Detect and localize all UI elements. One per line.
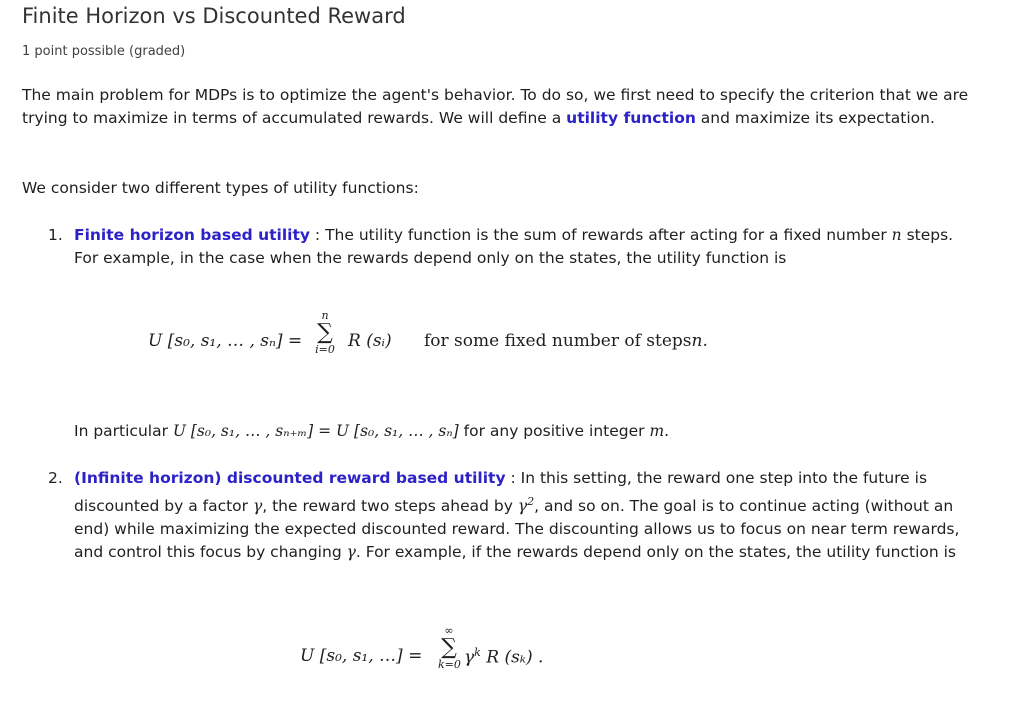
- sum-upper: ∞: [444, 624, 454, 637]
- summation: [314, 310, 336, 356]
- sum-lower: k=0: [438, 658, 461, 671]
- formula-lhs: U [s₀, s₁, … , sₙ] =: [148, 331, 303, 351]
- note-suffix: for any positive integer: [458, 422, 650, 440]
- formula-lhs: U [s₀, s₁, …] =: [300, 646, 423, 666]
- item-text: steps. For example, in the case when the rewards depend only on the states, the utility function is: [74, 226, 954, 267]
- finite-horizon-heading: Finite horizon based utility: [74, 226, 310, 244]
- list-item-discounted: [48, 467, 973, 564]
- var-gamma-squared: [518, 497, 534, 515]
- var-n: n: [891, 226, 902, 244]
- discounted-utility-formula: [300, 624, 600, 694]
- finite-utility-formula: [148, 305, 768, 385]
- intro-paragraph-2: We consider two different types of utility functions:: [22, 179, 419, 197]
- discounted-heading: (Infinite horizon) discounted reward based utility: [74, 469, 506, 487]
- list-item-body: [74, 224, 973, 270]
- item-text: : The utility function is the sum of rewards after acting for a fixed number: [310, 226, 892, 244]
- sigma-symbol: ∑: [441, 635, 457, 660]
- intro-text-1: The main problem for MDPs is to optimize the agent's behavior. To do so, we first need to specify the criterion that we are trying to maximize in terms of accumulated rewards. We will define a: [22, 86, 969, 127]
- var-m: m.: [649, 422, 670, 440]
- list-item-body: [74, 467, 973, 564]
- utility-function-highlight: utility function: [566, 109, 696, 127]
- formula-rhs: R (sᵢ): [348, 331, 392, 351]
- formula-note-text: for some fixed number of steps: [424, 331, 692, 351]
- sum-lower: i=0: [315, 343, 335, 356]
- item-text: , the reward two steps ahead by: [262, 497, 518, 516]
- formula-note: [424, 331, 708, 351]
- formula-note-var: n.: [691, 331, 708, 351]
- var-gamma: γ: [346, 543, 356, 562]
- finite-note: [74, 420, 669, 443]
- sum-upper: n: [321, 309, 329, 322]
- list-number: 2.: [48, 469, 63, 487]
- sigma-symbol: ∑: [317, 320, 333, 345]
- formula-exp: k: [474, 646, 481, 659]
- formula-rhs: [464, 646, 543, 668]
- formula-gamma: γ: [464, 647, 475, 668]
- gamma-base: γ: [517, 497, 528, 516]
- list-item-finite-horizon: [48, 224, 973, 270]
- note-formula: U [s₀, s₁, … , sₙ₊ₘ] = U [s₀, s₁, … , sₙ]: [172, 422, 459, 440]
- formula-reward: R (sₖ) .: [486, 647, 544, 668]
- intro-text-2: and maximize its expectation.: [695, 109, 935, 127]
- list-number: 1.: [48, 226, 63, 244]
- item-text: , and so on. The goal is to continue acting (without an end) while maximizing the expected discounted reward. The discounting allows us to focus on near term rewards, and control this focus by changing: [74, 497, 960, 562]
- problem-title: Finite Horizon vs Discounted Reward: [22, 4, 406, 28]
- var-gamma: γ: [252, 497, 263, 516]
- summation: [438, 625, 460, 671]
- gamma-exponent: 2: [527, 495, 535, 508]
- note-prefix: In particular: [74, 422, 173, 440]
- item-text: . For example, if the rewards depend only on the states, the utility function is: [355, 543, 956, 562]
- points-possible: 1 point possible (graded): [22, 44, 186, 59]
- intro-paragraph: [22, 84, 982, 130]
- item-text: : In this setting, the reward one step into the future is discounted by a factor: [74, 469, 928, 516]
